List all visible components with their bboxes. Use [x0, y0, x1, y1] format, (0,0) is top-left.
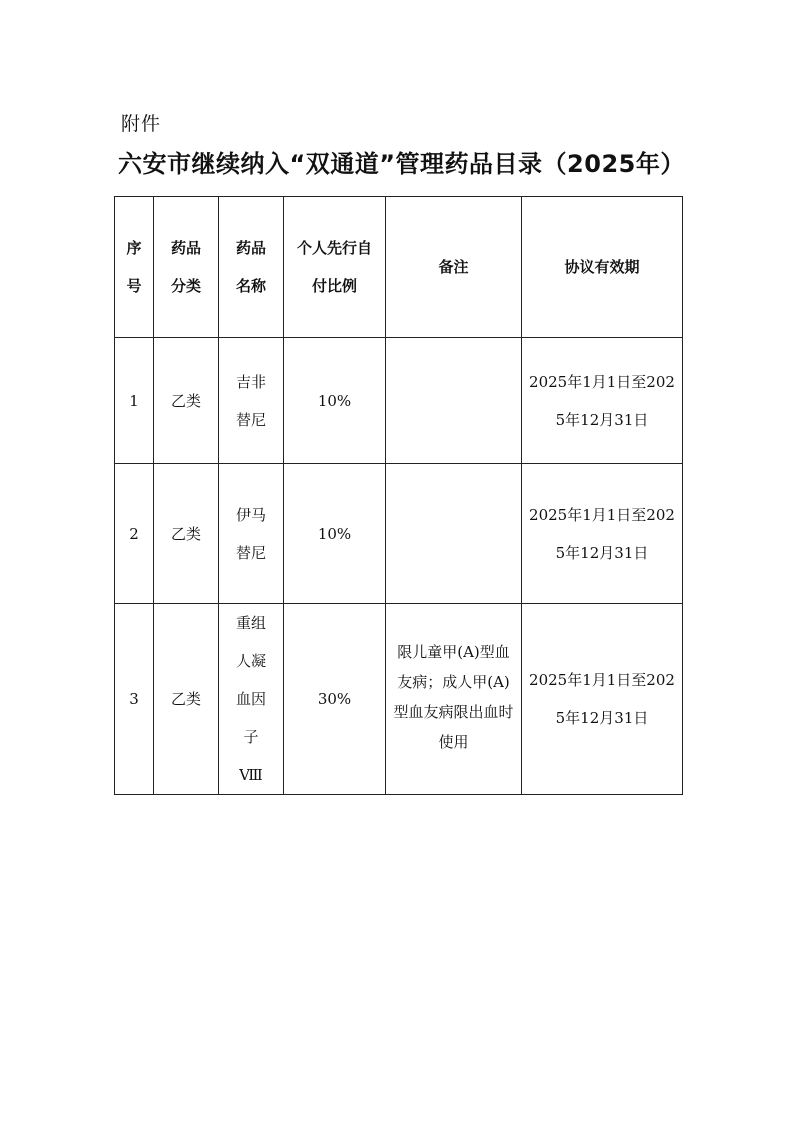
- category-cell: 乙类: [154, 604, 219, 795]
- agreement-period-cell: 2025年1月1日至2025年12月31日: [522, 604, 683, 795]
- table-row: [115, 464, 683, 604]
- self-pay-ratio-cell: 10%: [284, 464, 386, 604]
- self-pay-ratio-cell: 10%: [284, 338, 386, 464]
- attachment-label: 附件: [121, 113, 162, 135]
- table-header-row: [115, 197, 683, 338]
- note-cell: 限儿童甲(A)型血友病；成人甲(A)型血友病限出血时使用: [386, 604, 522, 795]
- row-number-cell: 3: [115, 604, 154, 795]
- row-number-cell: 1: [115, 338, 154, 464]
- note-cell: [386, 338, 522, 464]
- table-row: [115, 604, 683, 795]
- category-cell: 乙类: [154, 338, 219, 464]
- document-title: 六安市继续纳入“双通道”管理药品目录（2025年）: [118, 150, 685, 178]
- column-header-agreement-period: 协议有效期: [522, 197, 683, 338]
- column-header-category: 药品分类: [154, 197, 219, 338]
- column-header-self-pay-ratio: 个人先行自付比例: [284, 197, 386, 338]
- column-header-drug-name: 药品名称: [219, 197, 284, 338]
- category-cell: 乙类: [154, 464, 219, 604]
- table-row: [115, 338, 683, 464]
- drug-name-cell: 伊马替尼: [219, 464, 284, 604]
- self-pay-ratio-cell: 30%: [284, 604, 386, 795]
- agreement-period-cell: 2025年1月1日至2025年12月31日: [522, 338, 683, 464]
- column-header-note: 备注: [386, 197, 522, 338]
- note-cell: [386, 464, 522, 604]
- row-number-cell: 2: [115, 464, 154, 604]
- drug-catalog-table: [114, 196, 683, 795]
- drug-name-cell: 吉非替尼: [219, 338, 284, 464]
- drug-name-cell: 重组人凝血因子Ⅷ: [219, 604, 284, 795]
- agreement-period-cell: 2025年1月1日至2025年12月31日: [522, 464, 683, 604]
- column-header-number: 序号: [115, 197, 154, 338]
